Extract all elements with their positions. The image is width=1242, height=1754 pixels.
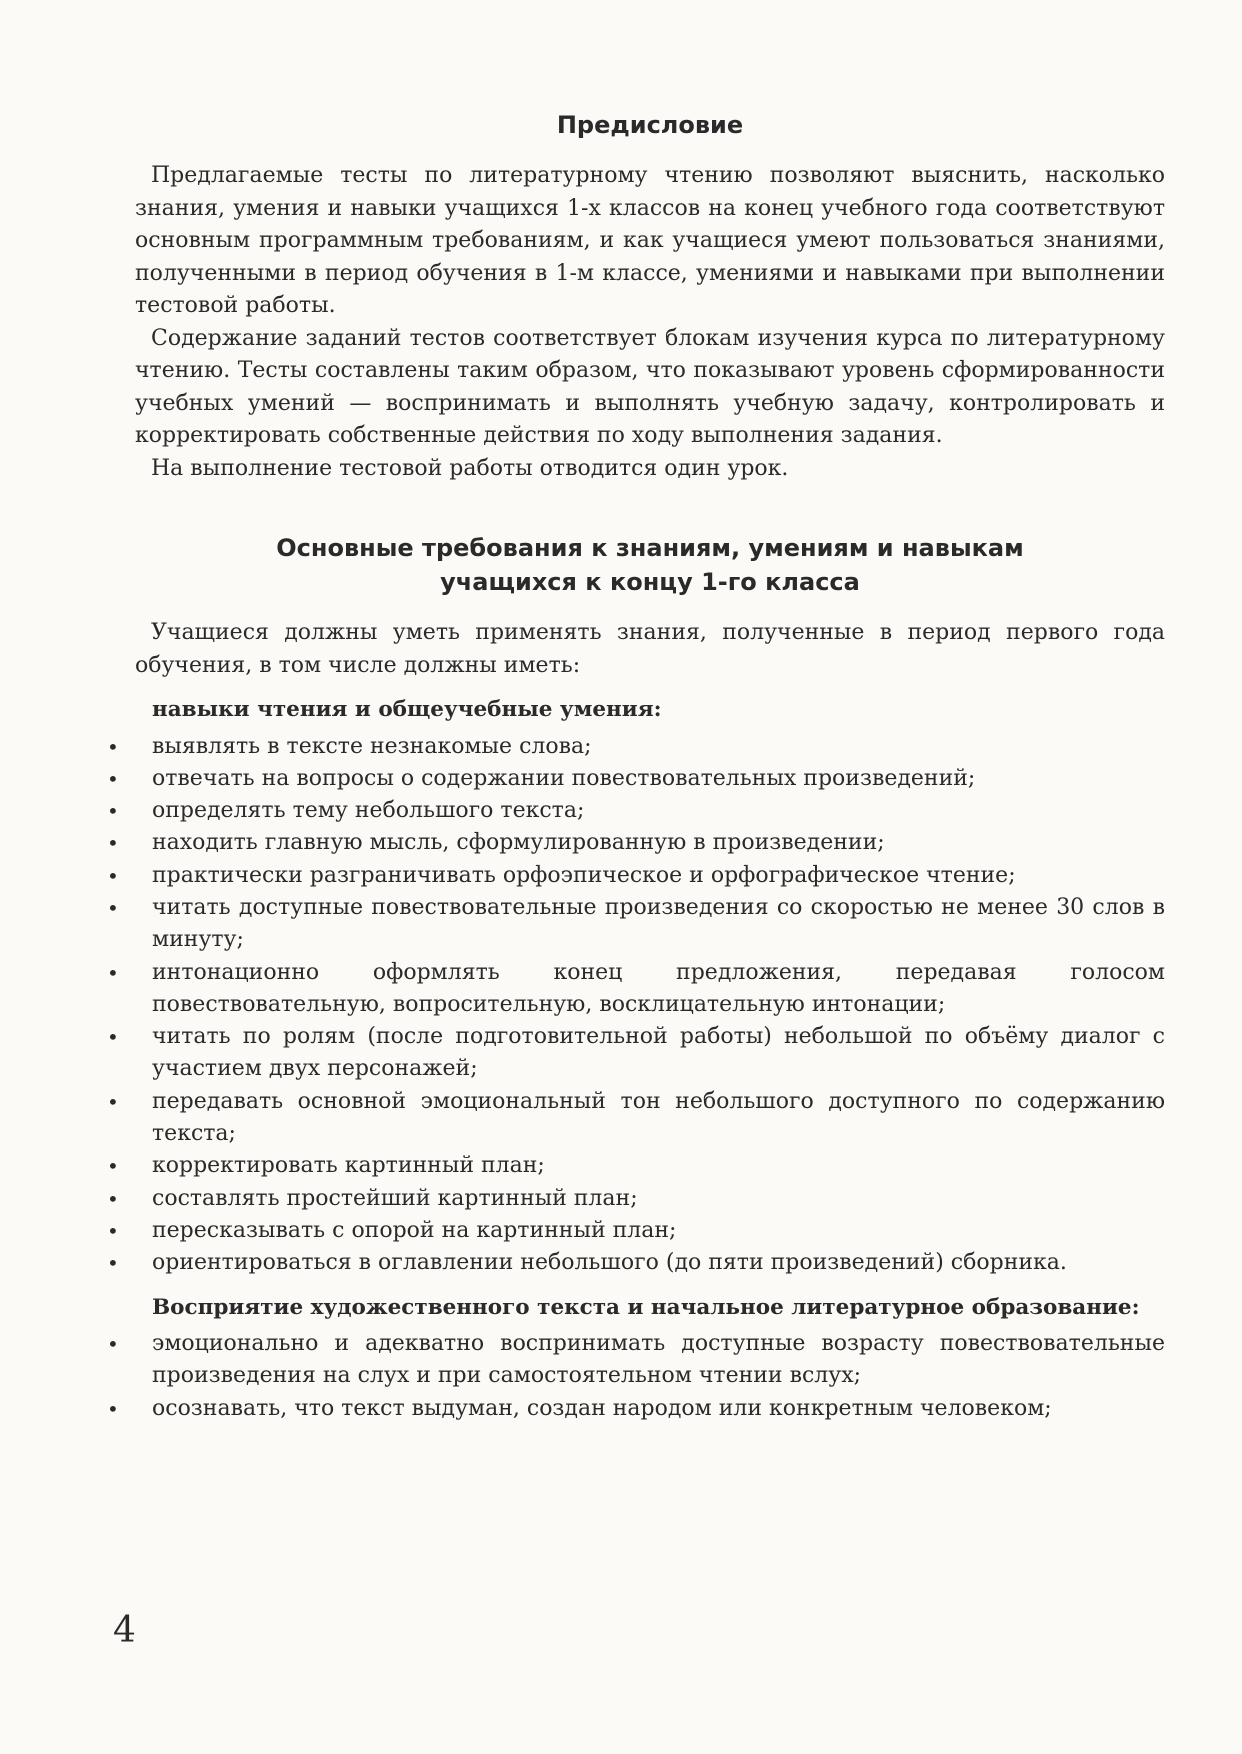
page-number: 4 xyxy=(113,1610,136,1651)
list-item-text: определять тему небольшого текста; xyxy=(152,798,585,824)
bullet-icon: • xyxy=(107,1186,119,1211)
list-item-text: эмоционально и адекватно воспринимать доступные возрасту повествовательные произведения на слух и при самостоятельном чтении вслух; xyxy=(152,1331,1165,1389)
list-item-text: читать по ролям (после подготовительной работы) небольшой по объёму диалог с участием двух персонажей; xyxy=(152,1024,1165,1082)
bullet-icon: • xyxy=(107,863,119,888)
bullet-icon: • xyxy=(107,1251,119,1276)
list-item xyxy=(107,763,1165,795)
group-2-list xyxy=(107,1328,1165,1425)
list-item xyxy=(107,1215,1165,1247)
list-item-text: передавать основной эмоциональный тон небольшого доступного по содержанию текста; xyxy=(152,1088,1165,1147)
bullet-icon: • xyxy=(107,1025,119,1050)
list-item xyxy=(107,827,1165,859)
list-item xyxy=(107,1328,1165,1393)
group-1-list xyxy=(107,731,1165,1280)
list-item-text: практически разграничивать орфоэпическое и орфографическое чтение; xyxy=(152,862,1016,888)
list-item xyxy=(107,1183,1165,1215)
intro-paragraph-3: На выполнение тестовой работы отводится один урок. xyxy=(151,455,789,481)
intro-paragraph-1: Предлагаемые тесты по литературному чтению позволяют выяснить, насколько знания, умения и навыки учащихся 1-х классов на конец учебного года соответствуют основным программным требованиям, и как учащиеся умеют пользоваться знаниями, полученными в период обучения в 1-м классе, умениями и навыками при выполнении тестовой работы. xyxy=(135,163,1165,318)
bullet-icon: • xyxy=(107,799,119,824)
list-item-text: ориентироваться в оглавлении небольшого (до пяти произведений) сборника. xyxy=(152,1250,1067,1276)
list-item-text: находить главную мысль, сформулированную в произведении; xyxy=(152,830,885,856)
section-title-line-1: Основные требования к знаниям, умениям и навыкам xyxy=(276,534,1024,562)
group-2-title: Восприятие художественного текста и начальное литературное образование: xyxy=(152,1294,1140,1320)
list-item xyxy=(107,1021,1165,1086)
list-item-text: читать доступные повествовательные произведения со скоростью не менее 30 слов в минуту; xyxy=(152,894,1165,953)
list-item xyxy=(107,1247,1165,1279)
list-item-text: интонационно оформлять конец предложения, передавая голосом повествовательную, вопросительную, восклицательную интонации; xyxy=(152,959,1165,1017)
bullet-icon: • xyxy=(107,831,119,856)
list-item-text: отвечать на вопросы о содержании повествовательных произведений; xyxy=(152,765,976,791)
section-title-line-2: учащихся к концу 1-го класса xyxy=(440,568,860,596)
page-title: Предисловие xyxy=(556,111,744,139)
page-content xyxy=(107,110,1165,1425)
list-item-text: составлять простейший картинный план; xyxy=(152,1185,638,1211)
bullet-icon: • xyxy=(107,1089,119,1114)
bullet-icon: • xyxy=(107,734,119,759)
list-item-text: осознавать, что текст выдуман, создан народом или конкретным человеком; xyxy=(152,1395,1052,1421)
list-item xyxy=(107,1393,1165,1425)
bullet-icon: • xyxy=(107,1396,119,1421)
list-item xyxy=(107,731,1165,763)
bullet-icon: • xyxy=(107,1218,119,1243)
list-item xyxy=(107,795,1165,827)
bullet-icon: • xyxy=(107,1332,119,1357)
section-intro: Учащиеся должны уметь применять знания, полученные в период первого года обучения, в том числе должны иметь: xyxy=(135,620,1165,678)
intro-paragraph-2: Содержание заданий тестов соответствует блокам изучения курса по литературному чтению. Тесты составлены таким образом, что показывают уровень сформированности учебных умений — воспринимать и выполнять учебную задачу, контролировать и корректировать собственные действия по ходу выполнения задания. xyxy=(135,325,1165,448)
list-item xyxy=(107,1086,1165,1151)
list-item-text: пересказывать с опорой на картинный план; xyxy=(152,1217,677,1243)
list-item-text: выявлять в тексте незнакомые слова; xyxy=(152,733,592,759)
section-title xyxy=(135,531,1165,599)
list-item-text: корректировать картинный план; xyxy=(152,1153,545,1179)
list-item xyxy=(107,860,1165,892)
bullet-icon: • xyxy=(107,960,119,985)
list-item xyxy=(107,957,1165,1022)
bullet-icon: • xyxy=(107,766,119,791)
list-item xyxy=(107,1150,1165,1182)
group-1-title: навыки чтения и общеучебные умения: xyxy=(152,697,662,722)
bullet-icon: • xyxy=(107,895,119,920)
list-item xyxy=(107,892,1165,957)
bullet-icon: • xyxy=(107,1154,119,1179)
